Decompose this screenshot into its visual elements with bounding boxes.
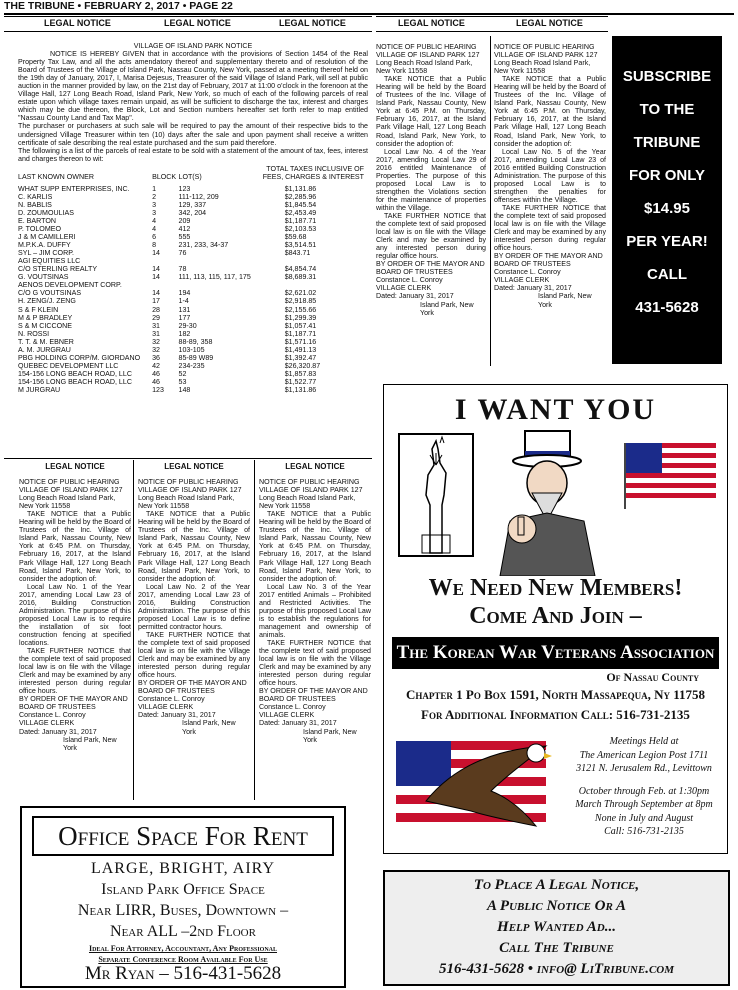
parcel-total: $1,187.71 — [284, 216, 317, 225]
parcel-block: 4 — [152, 225, 157, 234]
parcel-owner: C. KARLIS — [18, 192, 53, 201]
notice-order: BY ORDER OF THE MAYOR AND BOARD OF TRUSTEES — [19, 695, 128, 712]
schedule-call: Call: 516-731-2135 — [604, 826, 684, 837]
notice-dated: Dated: January 31, 2017 — [494, 284, 572, 293]
table-row — [18, 297, 364, 305]
parcel-lot: 85-89 W89 — [178, 353, 214, 362]
table-row — [18, 225, 364, 233]
parcel-owner: P. TOLOMEO — [18, 225, 61, 234]
legalad-line-5: 516-431-5628 • info@ LiTribune.com — [438, 961, 675, 977]
notice-further: TAKE FURTHER NOTICE that the complete text of said proposed local law is on file with the Village Clerk and may be examined by any interested person during regular office hours. — [138, 630, 250, 680]
parcel-total: $1,491.13 — [284, 345, 317, 354]
legalad-line-3: Help Wanted Ad... — [497, 919, 616, 935]
table-row — [18, 217, 364, 225]
parcel-block: 3 — [152, 208, 157, 217]
need-members-text: We Need New Members! — [428, 575, 683, 601]
table-row — [18, 370, 364, 378]
legal-notice-header-4: LEGAL NOTICE — [398, 18, 465, 28]
column-divider — [490, 36, 491, 366]
table-row — [18, 386, 364, 394]
parcel-lot: 123 — [178, 184, 191, 193]
notice-clerk: Constance L. Conroy — [259, 703, 326, 712]
notice-law: Local Law No. 5 of the Year 2017, amending Local Law 23 of 2016 entitled Building Construction Administration. The purpose of this proposed Local Law is to strengthen the penalties for offenses within the Village. — [494, 147, 606, 204]
parcel-block — [152, 281, 178, 289]
table-row — [18, 233, 364, 241]
office-line-6: Separate Conference Room Available For Use — [98, 955, 268, 964]
parcel-block: 123 — [152, 385, 164, 394]
masthead-text: THE TRIBUNE • FEBRUARY 2, 2017 • PAGE 22 — [4, 0, 233, 12]
parcel-block: 6 — [152, 233, 157, 242]
subscribe-line: FOR ONLY — [628, 167, 706, 184]
parcel-owner: N. ROSSI — [18, 329, 50, 338]
tax-notice-body-3: The following is a list of the parcels of real estate to be sold with a statement of the amount of tax, fees, interest and charges thereon to wit: — [18, 146, 368, 163]
parcel-block: 8 — [152, 241, 157, 250]
parcel-lot: 555 — [178, 233, 191, 242]
notice-order: BY ORDER OF THE MAYOR AND BOARD OF TRUSTEES — [138, 679, 247, 696]
parcel-total: $1,131.86 — [284, 385, 317, 394]
table-row — [18, 362, 364, 370]
uncle-sam-image — [480, 421, 620, 576]
subscribe-ad — [612, 36, 722, 364]
table-row — [18, 201, 364, 209]
public-hearing-notice — [259, 463, 371, 744]
notice-clerk-title: VILLAGE CLERK — [494, 276, 550, 285]
notice-order: BY ORDER OF THE MAYOR AND BOARD OF TRUSTEES — [376, 260, 485, 277]
schedule-oct: October through Feb. at 1:30pm — [578, 785, 710, 797]
schedule-march: March Through September at 8pm — [575, 799, 713, 810]
notice-law: Local Law No. 1 of the Year 2017, amending Local Law 23 of 2016, Building Construction Administration. The purpose of this proposed Local Law is to require the installation of six foot construction fencing at specified locations. — [19, 582, 131, 647]
subscribe-phone: 431-5628 — [635, 299, 699, 316]
parcel-owner: N. BABLIS — [18, 200, 52, 209]
parcel-total: $26,320.87 — [284, 361, 321, 370]
legal-notice-header-1: LEGAL NOTICE — [44, 18, 111, 28]
col-total-header-1: TOTAL TAXES INCLUSIVE OF — [266, 164, 364, 173]
parcel-total: $2,155.66 — [284, 305, 317, 314]
parcel-block: 14 — [152, 273, 160, 282]
col-lot-header: LOT(S) — [178, 172, 202, 181]
parcel-owner: AENOS DEVELOPMENT CORP. — [18, 281, 122, 290]
parcel-block: 3 — [152, 200, 157, 209]
notice-body: TAKE NOTICE that a Public Hearing will be held by the Board of Trustees of the Inc. Village of Island Park, Nassau County, New York at 6:45 P.M. on Thursday, February 16, 2017, at the Island Park Village Hall, 127 Long Beach Road, Island Park, New York, to consider the adoption of: — [259, 510, 371, 583]
parcel-owner: 154-156 LONG BEACH ROAD, LLC — [18, 377, 132, 386]
table-row — [18, 281, 364, 289]
notice-order: BY ORDER OF THE MAYOR AND BOARD OF TRUSTEES — [494, 252, 603, 269]
info-phone: For Additional Information Call: 516-731-2135 — [421, 707, 690, 722]
legalad-line-2: A Public Notice Or A — [486, 898, 627, 914]
parcel-lot: 148 — [178, 385, 191, 394]
parcel-owner: G. VOUTSINAS — [18, 273, 69, 282]
notice-body: TAKE NOTICE that a Public Hearing will be held by the Board of Trustees of the Inc. Village of Island Park, Nassau County, New York at 6:45 P.M. on Thursday, February 16, 2017, at the Island Park Village Hall, 127 Long Beach Road, Island Park, New York, to consider the adoption of: — [376, 75, 486, 148]
table-row — [18, 314, 364, 322]
parcel-lot — [179, 281, 263, 289]
parcel-block: 46 — [152, 369, 160, 378]
parcel-total: $2,453.49 — [284, 208, 317, 217]
parcel-total: $1,131.86 — [284, 184, 317, 193]
legion-post: The American Legion Post 1711 — [579, 749, 709, 761]
notice-dated: Dated: January 31, 2017 — [376, 292, 454, 301]
notice-title: NOTICE OF PUBLIC HEARING VILLAGE OF ISLAND PARK 127 Long Beach Road Island Park, New York 11558 — [138, 478, 242, 511]
parcel-lot: 131 — [178, 305, 191, 314]
public-hearing-notice — [376, 43, 486, 317]
notice-order: BY ORDER OF THE MAYOR AND BOARD OF TRUSTEES — [259, 687, 368, 704]
parcel-block: 46 — [152, 377, 160, 386]
parcel-owner: M.P.K.A. DUFFY — [18, 241, 71, 250]
notice-clerk: Constance L. Conroy — [494, 268, 561, 277]
parcel-total: $8,689.31 — [284, 273, 317, 282]
subscribe-price: $14.95 — [644, 200, 690, 217]
notice-clerk-title: VILLAGE CLERK — [19, 719, 75, 728]
parcel-owner: SYL – JIM CORP. — [18, 249, 74, 258]
table-row — [18, 306, 364, 314]
tax-notice-body-2: The purchaser or purchasers at such sale will be required to pay the amount of their respective bids to the undersigned Village Treasurer within ten (10) days after the sale and upon payment shall receive a written certificate of sale describing the real estate purchased and the sum paid therefore. — [18, 122, 368, 147]
col-owner-header: LAST KNOWN OWNER — [18, 172, 94, 181]
table-row — [18, 289, 364, 297]
legal-notice-header-2: LEGAL NOTICE — [164, 18, 231, 28]
statue-of-liberty-image — [398, 433, 474, 557]
notice-dated: Dated: January 31, 2017 — [19, 727, 97, 736]
parcel-lot: 209 — [178, 216, 191, 225]
parcel-lot: 177 — [178, 313, 191, 322]
notice-further: TAKE FURTHER NOTICE that the complete text of said proposed local law is on file with the Village Clerk and may be examined by any interested person during regular office hours. — [376, 211, 486, 261]
subscribe-line: SUBSCRIBE — [622, 68, 712, 85]
parcel-owner: WHAT SUPP ENTERPRISES, INC. — [18, 184, 130, 193]
notice-body: TAKE NOTICE that a Public Hearing will be held by the Board of Trustees of the Inc. Village of Island Park, Nassau County, New York at 6:45 P.M. on Thursday, February 16, 2017, at the Island Park Village Hall, 127 Long Beach Road, Island Park, New York, to consider the adoption of: — [19, 510, 131, 583]
parcel-total: $2,918.85 — [284, 297, 317, 306]
parcel-lot: 129, 337 — [178, 200, 207, 209]
office-contact: Mr Ryan – 516-431-5628 — [84, 963, 282, 984]
us-flag-image — [624, 443, 716, 509]
notice-header: LEGAL NOTICE — [164, 462, 224, 471]
parcel-total — [263, 281, 364, 289]
parcel-lot: 234-235 — [178, 361, 205, 370]
office-line-4: Near ALL –2nd Floor — [110, 923, 256, 940]
notice-dated: Dated: January 31, 2017 — [138, 711, 216, 720]
parcel-lot: 78 — [178, 265, 187, 274]
table-row — [18, 209, 364, 217]
parcel-owner: E. BARTON — [18, 216, 56, 225]
office-line-5: Ideal For Attorney, Accountant, Any Professional — [88, 944, 278, 953]
parcel-block: 28 — [152, 305, 160, 314]
subscribe-line: TRIBUNE — [633, 134, 701, 151]
legalad-line-4: Call The Tribune — [499, 940, 614, 956]
meetings-label: Meetings Held at — [609, 736, 679, 747]
subscribe-line: TO THE — [639, 101, 695, 118]
parcel-lot: 342, 204 — [178, 208, 207, 217]
parcel-block: 14 — [152, 249, 160, 258]
parcel-owner: H. ZENG/J. ZENG — [18, 297, 76, 306]
parcel-lot: 76 — [178, 249, 187, 258]
notice-place: Island Park, New York — [182, 719, 236, 736]
parcel-block: 31 — [152, 329, 160, 338]
legal-notice-header-5: LEGAL NOTICE — [516, 18, 583, 28]
notice-further: TAKE FURTHER NOTICE that the complete text of said proposed local law is on file with the Village Clerk and may be examined by any interested person during regular office hours. — [259, 638, 371, 688]
table-row — [18, 185, 364, 193]
parcel-lot: 111, 113, 115, 117, 175 — [178, 273, 251, 282]
parcel-owner: C/O STERLING REALTY — [18, 265, 98, 274]
notice-title: NOTICE OF PUBLIC HEARING VILLAGE OF ISLAND PARK 127 Long Beach Road Island Park, New York 11558 — [376, 43, 480, 76]
notice-title: NOTICE OF PUBLIC HEARING VILLAGE OF ISLAND PARK 127 Long Beach Road Island Park, New York 11558 — [494, 43, 598, 76]
notice-clerk: Constance L. Conroy — [376, 276, 443, 285]
parcel-block: 1 — [152, 184, 157, 193]
table-row — [18, 265, 364, 273]
parcel-block: 2 — [152, 192, 157, 201]
parcel-total: $1,571.16 — [284, 337, 317, 346]
tax-notice-title: VILLAGE OF ISLAND PARK NOTICE — [133, 42, 253, 50]
parcel-owner: M JURGRAU — [18, 385, 61, 394]
parcel-owner: S & F KLEIN — [18, 305, 59, 314]
parcel-total: $2,621.02 — [284, 289, 317, 298]
parcel-total: $3,514.51 — [284, 241, 317, 250]
table-row — [18, 273, 364, 281]
parcel-owner: A. M. JURGRAU — [18, 345, 71, 354]
tax-sale-notice — [18, 42, 368, 394]
subscribe-line: CALL — [647, 266, 687, 283]
notice-header: LEGAL NOTICE — [45, 462, 105, 471]
notice-place: Island Park, New York — [538, 292, 592, 309]
parcel-block: 32 — [152, 345, 160, 354]
parcel-owner: S & M CICCONE — [18, 321, 72, 330]
tax-parcel-table — [18, 165, 364, 394]
office-space-ad — [20, 806, 346, 988]
parcel-total: $843.71 — [284, 249, 311, 258]
column-divider — [133, 460, 134, 800]
notice-clerk-title: VILLAGE CLERK — [376, 284, 432, 293]
legal-placement-ad — [383, 870, 730, 986]
parcel-lot: 103-105 — [178, 345, 205, 354]
table-row — [18, 257, 364, 265]
notice-clerk: Constance L. Conroy — [138, 695, 205, 704]
office-line-3: Near LIRR, Buses, Downtown – — [77, 902, 289, 919]
parcel-block: 32 — [152, 337, 160, 346]
table-row — [18, 330, 364, 338]
table-row — [18, 354, 364, 362]
table-row — [18, 346, 364, 354]
parcel-total: $1,522.77 — [284, 377, 317, 386]
parcel-block: 29 — [152, 313, 160, 322]
column-divider — [254, 460, 255, 800]
legal-notice-header-3: LEGAL NOTICE — [279, 18, 346, 28]
parcel-total: $1,057.41 — [284, 321, 317, 330]
section-header-left — [4, 16, 372, 32]
subscribe-line: PER YEAR! — [626, 233, 708, 250]
parcel-lot: 194 — [178, 289, 191, 298]
parcel-total: $1,187.71 — [284, 329, 317, 338]
notice-title: NOTICE OF PUBLIC HEARING VILLAGE OF ISLAND PARK 127 Long Beach Road Island Park, New York 11558 — [19, 478, 123, 511]
office-title: Office Space For Rent — [32, 816, 334, 856]
parcel-owner: PBG HOLDING CORP/M. GIORDANO — [18, 353, 141, 362]
parcel-total — [263, 257, 364, 265]
public-hearing-notice — [494, 43, 606, 309]
parcel-block — [152, 257, 178, 265]
parcel-lot: 231, 233, 34-37 — [178, 241, 229, 250]
parcel-owner: M & P BRADLEY — [18, 313, 73, 322]
parcel-owner: AGI EQUITIES LLC — [18, 257, 81, 266]
masthead — [4, 0, 734, 15]
parcel-owner: C/O G VOUTSINAS — [18, 289, 82, 298]
iwant-headline: I WANT YOU — [454, 393, 657, 426]
notice-further: TAKE FURTHER NOTICE that the complete text of said proposed local law is on file with the Village Clerk and may be examined by any interested person during regular office hours. — [494, 203, 606, 253]
notice-place: Island Park, New York — [420, 300, 474, 317]
parcel-block: 14 — [152, 265, 160, 274]
parcel-lot: 53 — [178, 377, 187, 386]
public-hearing-notice — [138, 463, 250, 736]
parcel-block: 17 — [152, 297, 160, 306]
notice-law: Local Law No. 2 of the Year 2017, amending Local Law 23 of 2016, Building Construction Administration. The purpose of this proposed Local Law is to define permitted contractor hours. — [138, 582, 250, 631]
table-row — [18, 338, 364, 346]
come-join-text: Come And Join – — [469, 603, 642, 629]
col-total-header-2: FEES, CHARGES & INTEREST — [262, 172, 364, 181]
parcel-owner: D. ZOUMOULIAS — [18, 208, 74, 217]
notice-law: Local Law No. 3 of the Year 2017 entitled Animals – Prohibited and Restricted Activities. The purpose of this proposed Local Law is to establish the regulations for management and ownership of animals. — [259, 582, 371, 639]
parcel-lot — [179, 257, 263, 265]
county-text: Of Nassau County — [606, 670, 699, 684]
parcel-total: $1,299.39 — [284, 313, 317, 322]
meeting-info — [564, 735, 724, 839]
notice-clerk-title: VILLAGE CLERK — [259, 711, 315, 720]
col-block-header: BLOCK — [152, 172, 177, 181]
parcel-total: $1,392.47 — [284, 353, 317, 362]
chapter-address: Chapter 1 Po Box 1591, North Massapequa, Ny 11758 — [405, 687, 706, 702]
parcel-total: $4,854.74 — [284, 265, 317, 274]
parcel-total: $2,103.53 — [284, 225, 317, 234]
parcel-owner: J & M CAMILLERI — [18, 233, 76, 242]
parcel-lot: 88-89, 358 — [178, 337, 213, 346]
schedule-none: None in July and August — [594, 812, 694, 824]
legion-address: 3121 N. Jerusalem Rd., Levittown — [576, 763, 712, 774]
section-header-right — [376, 16, 608, 32]
parcel-block: 36 — [152, 353, 160, 362]
table-row — [18, 322, 364, 330]
notice-place: Island Park, New York — [63, 735, 117, 752]
parcel-block: 4 — [152, 216, 157, 225]
parcel-owner: QUEBEC DEVELOPMENT LLC — [18, 361, 119, 370]
notice-clerk: Constance L. Conroy — [19, 711, 86, 720]
table-row — [18, 193, 364, 201]
notice-title: NOTICE OF PUBLIC HEARING VILLAGE OF ISLAND PARK 127 Long Beach Road Island Park, New York 11558 — [259, 478, 363, 511]
notice-header: LEGAL NOTICE — [285, 462, 345, 471]
notice-dated: Dated: January 31, 2017 — [259, 719, 337, 728]
parcel-block: 42 — [152, 361, 160, 370]
notice-body: TAKE NOTICE that a Public Hearing will be held by the Board of Trustees of the Inc. Village of Island Park, Nassau County, New York at 6:45 P.M. on Thursday, February 16, 2017, at the Island Park Village Hall, 127 Long Beach Road, Island Park, New York, to consider the adoption of: — [138, 510, 250, 583]
office-line-1: LARGE, BRIGHT, AIRY — [90, 860, 276, 877]
parcel-lot: 182 — [178, 329, 191, 338]
notice-body: TAKE NOTICE that a Public Hearing will be held by the Board of Trustees of the Inc. Village of Island Park, Nassau County, New York at 6:45 P.M. on Thursday, February 16, 2017, at the Island Park Village Hall, 127 Long Beach Road, Island Park, New York, to consider the adoption of: — [494, 75, 606, 148]
parcel-total: $59.68 — [284, 233, 307, 242]
notice-law: Local Law No. 4 of the Year 2017, amending Local Law 29 of 2016 entitled Maintenance of Properties. The purpose of this proposed Local Law is to strengthen the Violations section for the maintenance of properties within the Village. — [376, 147, 486, 212]
parcel-lot: 52 — [178, 369, 187, 378]
tax-notice-body-1: NOTICE IS HEREBY GIVEN that in accordance with the provisions of Section 1454 of the Real Property Tax Law, and all the acts amendatory thereof and supplementary thereto and of resolution of the Board of Trustees of the Village of Island Park, Nassau County, New York, passed at a meeting thereof held on the 19th day of January, 2017, I, Marisa Dejesus, Treasurer of the said Village of Island Park, will sell at public auction in the manner provided by law, on the 21st day of February, 2017 at 11:00 o'clock in the forenoon at the Village Hall, 127 Long Beach Road, Island Park, New York, so much of each of the following parcels of real estate upon which village taxes remain unpaid, as will be sufficient to discharge the tax, interest and charges which may be due thereon, the Block, Lot and Section numbers hereafter set forth refer to map entitled "Nassau County Land and Tax Map". — [18, 50, 368, 123]
parcel-lot: 1-4 — [178, 297, 189, 306]
notice-clerk-title: VILLAGE CLERK — [138, 703, 194, 712]
parcel-block: 14 — [152, 289, 160, 298]
notice-place: Island Park, New York — [303, 727, 357, 744]
parcel-lot: 412 — [178, 225, 191, 234]
table-row — [18, 378, 364, 386]
parcel-owner: T. T. & M. EBNER — [18, 337, 74, 346]
parcel-lot: 111-112, 209 — [178, 192, 219, 201]
korean-war-veterans-ad — [383, 384, 728, 854]
office-line-2: Island Park Office Space — [101, 881, 265, 898]
parcel-total: $2,285.96 — [284, 192, 317, 201]
parcel-total: $1,845.54 — [284, 200, 317, 209]
legalad-line-1: To Place A Legal Notice, — [473, 877, 640, 893]
table-row — [18, 241, 364, 249]
parcel-total: $1,857.83 — [284, 369, 317, 378]
parcel-lot: 29-30 — [178, 321, 197, 330]
parcel-block: 31 — [152, 321, 160, 330]
parcel-owner: 154-156 LONG BEACH ROAD, LLC — [18, 369, 132, 378]
eagle-flag-image — [396, 731, 556, 841]
table-row — [18, 249, 364, 257]
association-name: The Korean War Veterans Association — [392, 637, 719, 669]
notice-further: TAKE FURTHER NOTICE that the complete text of said proposed local law is on file with the Village Clerk and may be examined by any interested person during regular office hours. — [19, 647, 131, 696]
public-hearing-notice — [19, 463, 131, 752]
